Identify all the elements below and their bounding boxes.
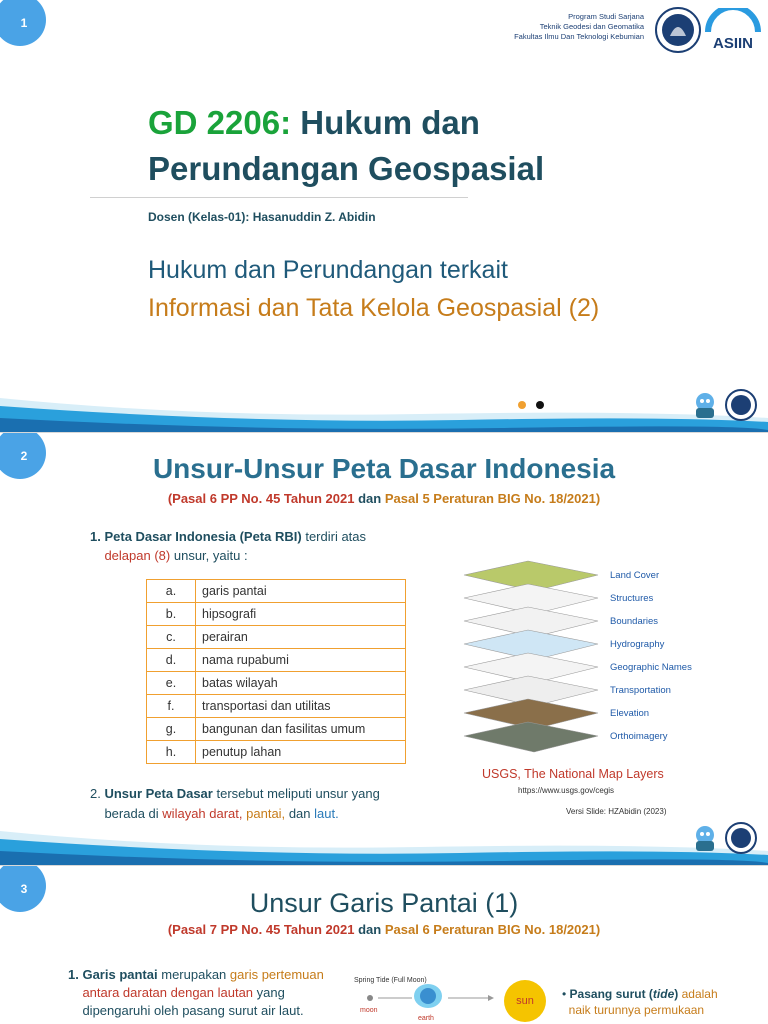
tide-def-text: naik turunnya permukaan bbox=[568, 1003, 705, 1017]
legal-reference bbox=[0, 491, 768, 506]
point-1-bold: Peta Dasar Indonesia (Peta RBI) bbox=[104, 529, 302, 544]
point-2-text: tersebut meliputi unsur yang bbox=[216, 786, 380, 801]
unit-letter: f. bbox=[147, 695, 196, 718]
pager-dot-orange bbox=[518, 401, 526, 409]
def-text-3: dipengaruhi oleh pasang surut air laut. bbox=[82, 1003, 304, 1018]
unit-letter: e. bbox=[147, 672, 196, 695]
asiin-logo bbox=[704, 8, 762, 52]
wave-decoration bbox=[0, 388, 768, 432]
point-1-count: delapan (8) bbox=[104, 548, 171, 563]
itb-seal-small-icon bbox=[724, 821, 758, 855]
tide-term-italic: tide bbox=[652, 987, 675, 1001]
point-1-text: terdiri atas bbox=[305, 529, 367, 544]
slide-title: Unsur-Unsur Peta Dasar Indonesia bbox=[152, 453, 616, 484]
unit-name: transportasi dan utilitas bbox=[196, 695, 406, 718]
slide-1 bbox=[0, 0, 768, 432]
institution-line: Program Studi Sarjana bbox=[568, 12, 644, 21]
point-1: 1. Peta Dasar Indonesia (Peta RBI) terdiri atas delapan (8) unsur, yaitu : bbox=[90, 529, 367, 563]
ref-big: Pasal 5 Peraturan BIG No. 18/2021) bbox=[384, 491, 601, 506]
divider bbox=[90, 197, 468, 198]
tide-def-verb: adalah bbox=[681, 987, 718, 1001]
title-line-2: Perundangan Geospasial bbox=[148, 150, 545, 187]
map-layer-label: Land Cover bbox=[610, 570, 660, 581]
point-2: 2. Unsur Peta Dasar tersebut meliputi unsur yang berada di wilayah darat, pantai, dan laut. bbox=[90, 786, 380, 821]
units-row bbox=[147, 649, 406, 672]
unit-letter: d. bbox=[147, 649, 196, 672]
sun-label: sun bbox=[516, 995, 534, 1007]
ref-pp: (Pasal 6 PP No. 45 Tahun 2021 bbox=[167, 491, 355, 506]
institution-block bbox=[514, 12, 644, 42]
coastline-term: Garis pantai bbox=[82, 967, 158, 982]
source-url: https://www.usgs.gov/cegis bbox=[518, 786, 615, 795]
course-title bbox=[148, 100, 668, 192]
slide-version: Versi Slide: HZAbidin (2023) bbox=[566, 807, 667, 816]
coastline-definition: 1. Garis pantai merupakan garis pertemuan antara daratan dengan lautan yang dipengaruhi oleh pasang surut air laut. bbox=[68, 967, 324, 1018]
slide-number-badge bbox=[0, 0, 46, 46]
tide-definition: • Pasang surut (tide) adalah naik turunnya permukaan bbox=[562, 987, 718, 1017]
map-layer-label: Elevation bbox=[610, 708, 650, 719]
unit-letter: a. bbox=[147, 580, 196, 603]
mascot-icon bbox=[688, 821, 722, 855]
ref-and: dan bbox=[358, 491, 382, 506]
point-2-sea: laut. bbox=[314, 806, 339, 821]
slide-title: Unsur Garis Pantai (1) bbox=[249, 888, 519, 918]
sun-icon bbox=[504, 980, 546, 1022]
point-2-coast: pantai, bbox=[246, 806, 286, 821]
units-row bbox=[147, 741, 406, 764]
units-row bbox=[147, 672, 406, 695]
point-1-end: unsur, yaitu : bbox=[173, 548, 248, 563]
units-row bbox=[147, 580, 406, 603]
map-layers-illustration bbox=[462, 553, 702, 773]
unit-name: hipsografi bbox=[196, 603, 406, 626]
map-layer-label: Hydrography bbox=[610, 639, 665, 650]
ref-big: Pasal 6 Peraturan BIG No. 18/2021) bbox=[384, 922, 601, 937]
unit-name: garis pantai bbox=[196, 580, 406, 603]
def-text-2: yang bbox=[256, 985, 285, 1000]
itb-seal-icon bbox=[654, 6, 702, 54]
legal-reference bbox=[0, 922, 768, 937]
point-2-and: dan bbox=[288, 806, 311, 821]
tide-diagram-title: Spring Tide (Full Moon) bbox=[354, 977, 427, 984]
point-2-bold: Unsur Peta Dasar bbox=[104, 786, 213, 801]
earth-label: earth bbox=[418, 1015, 434, 1022]
moon-label: moon bbox=[360, 1007, 378, 1014]
map-layer-label: Geographic Names bbox=[610, 662, 692, 673]
def-highlight: garis pertemuan bbox=[229, 967, 324, 982]
ref-and: dan bbox=[358, 922, 382, 937]
subtitle-line-1: Hukum dan Perundangan terkait bbox=[148, 256, 508, 284]
figure-caption: USGS, The National Map Layers bbox=[482, 767, 664, 781]
institution-line: Fakultas Ilmu Dan Teknologi Kebumian bbox=[514, 32, 644, 41]
def-text: merupakan bbox=[161, 967, 227, 982]
course-code: GD 2206: bbox=[148, 104, 292, 141]
subtitle-line-2: Informasi dan Tata Kelola Geospasial (2) bbox=[148, 294, 600, 322]
unit-name: bangunan dan fasilitas umum bbox=[196, 718, 406, 741]
itb-seal-small-icon bbox=[724, 388, 758, 422]
unit-letter: c. bbox=[147, 626, 196, 649]
pager-dot-black bbox=[536, 401, 544, 409]
tide-term-close: ) bbox=[674, 987, 679, 1001]
map-layer-label: Structures bbox=[610, 593, 654, 604]
units-row bbox=[147, 695, 406, 718]
unit-name: batas wilayah bbox=[196, 672, 406, 695]
mascot-icon bbox=[688, 388, 722, 422]
slide-3 bbox=[0, 866, 768, 1024]
ref-pp: (Pasal 7 PP No. 45 Tahun 2021 bbox=[167, 922, 355, 937]
unit-name: nama rupabumi bbox=[196, 649, 406, 672]
unit-name: perairan bbox=[196, 626, 406, 649]
tide-term: Pasang surut ( bbox=[569, 987, 653, 1001]
map-layer bbox=[464, 722, 598, 752]
unit-name: penutup lahan bbox=[196, 741, 406, 764]
asiin-text: ASIIN bbox=[712, 35, 754, 52]
slide-2 bbox=[0, 433, 768, 865]
unit-letter: h. bbox=[147, 741, 196, 764]
map-layer-label: Transportation bbox=[610, 685, 671, 696]
units-row bbox=[147, 718, 406, 741]
unit-letter: b. bbox=[147, 603, 196, 626]
point-2-text-2: berada di bbox=[104, 806, 159, 821]
map-layer-label: Orthoimagery bbox=[610, 731, 668, 742]
wave-decoration bbox=[0, 821, 768, 865]
point-2-land: wilayah darat, bbox=[162, 806, 243, 821]
institution-line: Teknik Geodesi dan Geomatika bbox=[539, 22, 644, 31]
units-row bbox=[147, 626, 406, 649]
slide-number: 3 bbox=[20, 882, 28, 896]
def-highlight-2: antara daratan dengan lautan bbox=[82, 985, 254, 1000]
units-row bbox=[147, 603, 406, 626]
unit-letter: g. bbox=[147, 718, 196, 741]
slide-number: 1 bbox=[20, 16, 28, 30]
map-layer-label: Boundaries bbox=[610, 616, 659, 627]
title-line-1: Hukum dan bbox=[300, 104, 480, 141]
units-table bbox=[146, 579, 406, 764]
lecturer: Dosen (Kelas-01): Hasanuddin Z. Abidin bbox=[148, 210, 376, 224]
slide-number: 2 bbox=[20, 449, 28, 463]
